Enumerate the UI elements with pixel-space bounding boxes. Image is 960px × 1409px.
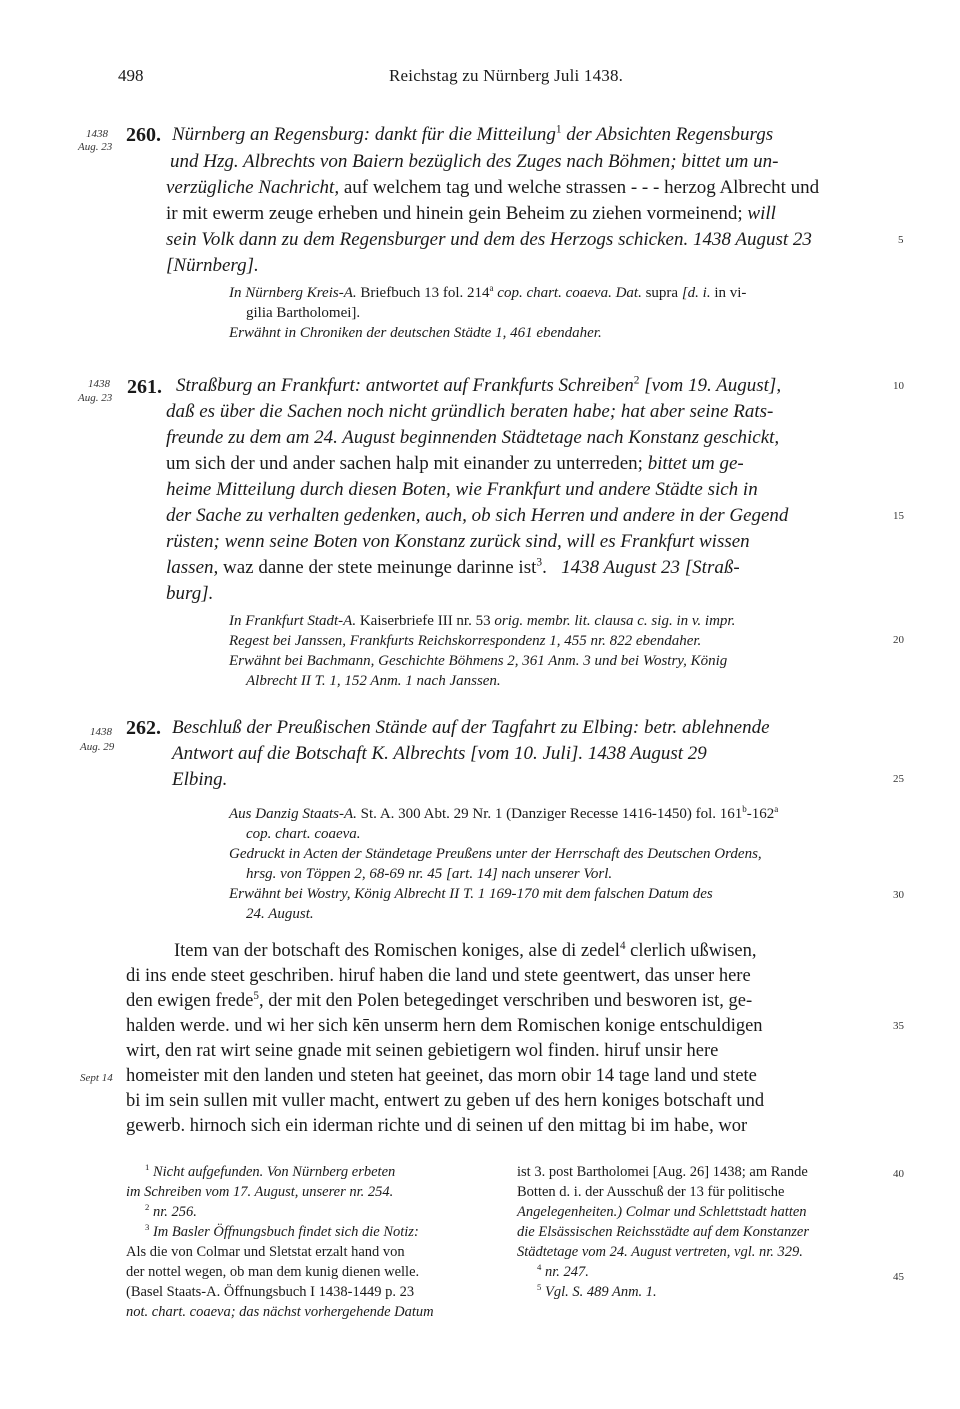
- footnote: die Elsässischen Reichsstädte auf dem Konstanzer: [517, 1224, 809, 1240]
- footnote: der nottel wegen, ob man dem kunig dienen welle.: [126, 1264, 420, 1280]
- source-line: Erwähnt in Chroniken der deutschen Städte 1, 461 ebendaher.: [229, 325, 602, 341]
- document-number: 262.: [126, 717, 161, 739]
- regest-line: und Hzg. Albrechts von Baiern bezüglich des Zuges nach Böhmen; bittet um un-: [170, 151, 779, 172]
- regest-line: verzügliche Nachricht, auf welchem tag und welche strassen - - - herzog Albrecht und: [166, 177, 820, 198]
- line-number: 45: [893, 1271, 904, 1283]
- margin-date: Sept 14: [80, 1072, 113, 1084]
- source-line: In Nürnberg Kreis-A. Briefbuch 13 fol. 214$^a$ cop. chart. coaeva. Dat. supra [d. i. in vi-: [229, 283, 747, 301]
- regest-line: ir mit ewerm zeuge erheben und hinein gein Beheim zu ziehen vormeinend; will: [166, 203, 776, 224]
- regest-line: rüsten; wenn seine Boten von Konstanz zurück sind, will es Frankfurt wissen: [166, 531, 750, 552]
- margin-date: Aug. 23: [78, 141, 113, 153]
- text-line: bi im sein sullen mit vuller macht, entwert zu geben uf des hern koniges botschaft und: [126, 1091, 765, 1111]
- footnote: Botten d. i. der Ausschuß der 13 für politische: [517, 1184, 785, 1200]
- source-line: hrsg. von Töppen 2, 68-69 nr. 45 [art. 14] nach unserer Vorl.: [246, 866, 613, 882]
- footnote: $^3$ Im Basler Öffnungsbuch findet sich die Notiz:: [145, 1222, 419, 1240]
- footnote: Als die von Colmar und Sletstat erzalt hand von: [126, 1244, 405, 1260]
- footnote: Städtetage vom 24. August vertreten, vgl. nr. 329.: [517, 1244, 803, 1260]
- running-title: Reichstag zu Nürnberg Juli 1438.: [389, 66, 624, 85]
- regest-line: lassen, waz danne der stete meinunge darinne ist$^3$. 1438 August 23 [Straß-: [166, 556, 740, 578]
- page-number: 498: [118, 66, 144, 85]
- line-number: 10: [893, 380, 904, 392]
- document-number: 260.: [126, 124, 161, 146]
- regest-line: freunde zu dem am 24. August beginnenden Städtetage nach Konstanz geschickt,: [166, 427, 780, 448]
- regest-line: heime Mitteilung durch diesen Boten, wie Frankfurt und andere Städte sich in: [166, 479, 758, 500]
- regest-line: der Sache zu verhalten gedenken, auch, ob sich Herren und andere in der Gegend: [166, 505, 789, 526]
- regest-line: Antwort auf die Botschaft K. Albrechts [vom 10. Juli]. 1438 August 29: [172, 743, 707, 764]
- line-number: 5: [898, 234, 904, 246]
- text-line: den ewigen frede$^5$, der mit den Polen betegedinget verschriben und besworen ist, ge-: [126, 989, 753, 1011]
- line-number: 25: [893, 773, 904, 785]
- source-line: Erwähnt bei Bachmann, Geschichte Böhmens 2, 361 Anm. 3 und bei Wostry, König: [229, 653, 728, 669]
- source-line: Regest bei Janssen, Frankfurts Reichskorrespondenz 1, 455 nr. 822 ebendaher.: [229, 633, 702, 649]
- footnote: $^5$ Vgl. S. 489 Anm. 1.: [537, 1282, 657, 1300]
- regest-line: um sich der und ander sachen halp mit einander zu unterreden; bittet um ge-: [166, 453, 744, 474]
- text-line: di ins ende steet geschriben. hiruf haben die land und stete geentwert, das unser here: [126, 966, 751, 986]
- regest-line: daß es über die Sachen noch nicht gründlich beraten habe; hat aber seine Rats-: [166, 401, 774, 422]
- text-line: halden werde. und wi her sich kēn unserm hern dem Romischen konige entschuldigen: [126, 1016, 763, 1036]
- line-number: 15: [893, 510, 904, 522]
- regest-line: Nürnberg an Regensburg: dankt für die Mitteilung$^1$ der Absichten Regensburgs: [172, 123, 774, 145]
- footnote: ist 3. post Bartholomei [Aug. 26] 1438; am Rande: [517, 1164, 808, 1180]
- footnote: not. chart. coaeva; das nächst vorhergehende Datum: [126, 1304, 434, 1320]
- margin-year: 1438: [88, 378, 110, 390]
- source-line: Erwähnt bei Wostry, König Albrecht II T. 1 169-170 mit dem falschen Datum des: [229, 886, 713, 902]
- line-number: 20: [893, 634, 904, 646]
- source-line: gilia Bartholomei].: [246, 305, 361, 321]
- text-line: wirt, den rat wirt seine gnade mit seinen gebietigern wol finden. hiruf unsir here: [126, 1041, 719, 1061]
- source-line: Albrecht II T. 1, 152 Anm. 1 nach Janssen.: [246, 673, 501, 689]
- regest-line: [Nürnberg].: [166, 255, 259, 276]
- footnote: Angelegenheiten.) Colmar und Schlettstadt hatten: [517, 1204, 807, 1220]
- regest-line: burg].: [166, 583, 214, 604]
- footnote: $^4$ nr. 247.: [537, 1262, 589, 1280]
- margin-date: Aug. 29: [80, 741, 115, 753]
- line-number: 35: [893, 1020, 904, 1032]
- regest-line: sein Volk dann zu dem Regensburger und dem des Herzogs schicken. 1438 August 23: [166, 229, 812, 250]
- line-number: 30: [893, 889, 904, 901]
- source-line: Aus Danzig Staats-A. St. A. 300 Abt. 29 Nr. 1 (Danziger Recesse 1416-1450) fol. 161$^b$-162$^a$: [229, 804, 779, 822]
- text-line: Item van der botschaft des Romischen koniges, alse di zedel$^4$ clerlich ußwisen,: [174, 939, 757, 961]
- line-number: 40: [893, 1168, 904, 1180]
- margin-year: 1438: [90, 726, 112, 738]
- regest-line: Straßburg an Frankfurt: antwortet auf Frankfurts Schreiben$^2$ [vom 19. August],: [176, 374, 782, 396]
- source-line: cop. chart. coaeva.: [246, 826, 361, 842]
- footnote: $^1$ Nicht aufgefunden. Von Nürnberg erbeten: [145, 1162, 396, 1180]
- document-number: 261.: [127, 376, 162, 398]
- regest-line: Elbing.: [172, 769, 228, 790]
- source-line: 24. August.: [246, 906, 314, 922]
- source-line: In Frankfurt Stadt-A. Kaiserbriefe III nr. 53 orig. membr. lit. clausa c. sig. in v. impr.: [229, 613, 736, 629]
- regest-line: Beschluß der Preußischen Stände auf der Tagfahrt zu Elbing: betr. ablehnende: [172, 717, 770, 738]
- source-line: Gedruckt in Acten der Ständetage Preußens unter der Herrschaft des Deutschen Ordens,: [229, 846, 762, 862]
- footnote: $^2$ nr. 256.: [145, 1202, 197, 1220]
- footnote: im Schreiben vom 17. August, unserer nr. 254.: [126, 1184, 394, 1200]
- margin-date: Aug. 23: [78, 392, 113, 404]
- text-line: homeister mit den landen und steten hat geeinet, das morn obir 14 tage land und stete: [126, 1066, 757, 1086]
- text-line: gewerb. hirnoch sich ein iderman richte und di seinen uf den mittag bi im habe, wor: [126, 1116, 748, 1136]
- footnote: (Basel Staats-A. Öffnungsbuch I 1438-1449 p. 23: [126, 1284, 415, 1300]
- margin-year: 1438: [86, 128, 108, 140]
